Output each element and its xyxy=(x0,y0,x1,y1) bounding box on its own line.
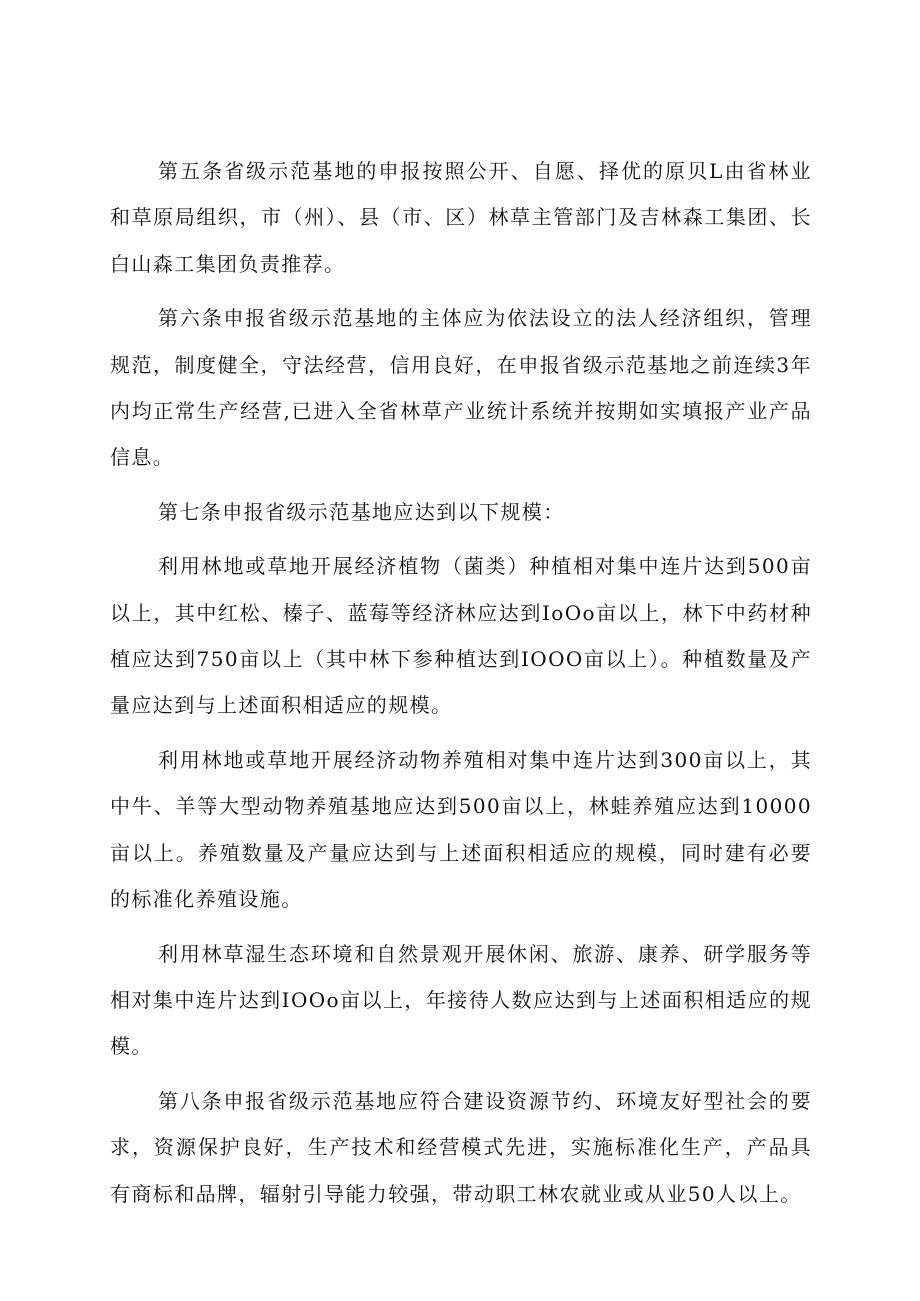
breeding-scale-paragraph: 利用林地或草地开展经济动物养殖相对集中连片达到300亩以上，其中牛、羊等大型动物养殖基地应达到500亩以上，林蛙养殖应达到10000亩以上。养殖数量及产量应达到与上述面积相适应的规模，同时建有必要的标准化养殖设施。 xyxy=(110,747,812,912)
planting-scale-paragraph: 利用林地或草地开展经济植物（菌类）种植相对集中连片达到500亩以上，其中红松、榛子、蓝莓等经济林应达到IoOo亩以上，林下中药材种植应达到750亩以上（其中林下参种植达到IOOO亩以上）。种植数量及产量应达到与上述面积相适应的规模。 xyxy=(110,554,812,718)
paragraph-gap xyxy=(110,535,812,543)
article-7-paragraph: 第七条申报省级示范基地应达到以下规模： xyxy=(158,499,565,524)
paragraph-gap xyxy=(110,481,812,489)
article-8-paragraph: 第八条申报省级示范基地应符合建设资源节约、环境友好型社会的要求，资源保护良好，生产技术和经营模式先进，实施标准化生产，产品具有商标和品牌，辐射引导能力较强，带动职工林农就业或从业50人以上。 xyxy=(110,1088,812,1206)
paragraph-gap xyxy=(110,729,812,737)
article-6-paragraph: 第六条申报省级示范基地的主体应为依法设立的法人经济组织，管理规范，制度健全，守法经营，信用良好，在申报省级示范基地之前连续3年内均正常生产经营,已进入全省林草产业统计系统并按期如实填报产业产品信息。 xyxy=(110,306,812,470)
paragraph-gap xyxy=(110,1070,812,1078)
tourism-scale-paragraph: 利用林草湿生态环境和自然景观开展休闲、旅游、康养、研学服务等相对集中连片达到IOOo亩以上，年接待人数应达到与上述面积相适应的规模。 xyxy=(110,941,812,1059)
article-5-paragraph: 第五条省级示范基地的申报按照公开、自愿、择优的原贝L由省林业和草原局组织，市（州）、县（市、区）林草主管部门及吉林森工集团、长白山森工集团负责推荐。 xyxy=(110,159,812,276)
document-body xyxy=(110,148,812,1217)
paragraph-gap xyxy=(110,923,812,931)
paragraph-gap xyxy=(110,287,812,295)
